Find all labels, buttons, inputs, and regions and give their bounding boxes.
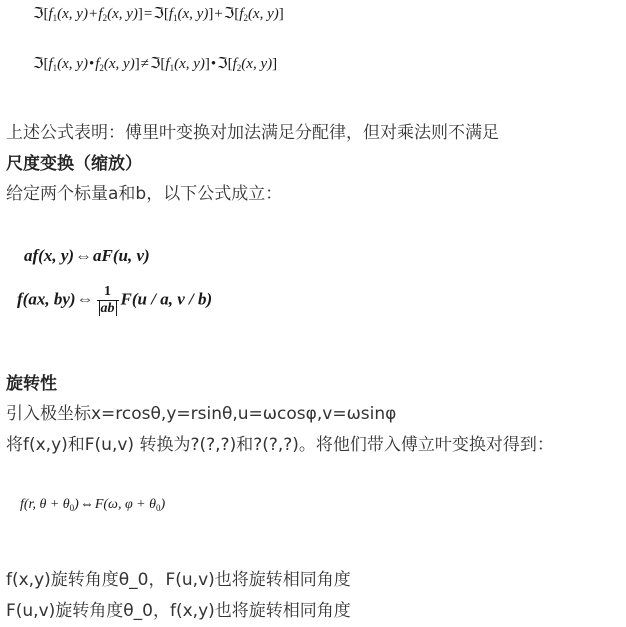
formula-multiplicativity: $ℑ[f_1(x$, $y)•f_2(x$, $y)]\ne ℑ[f_1(x$, $y)]•ℑ[f_2(x$, y)]	[33, 56, 278, 73]
polar-convert: 将f(x,y)和F(u,v) 转换为?(?,?)和?(?,?)。将他们带入傅立叶变换对得到：	[6, 435, 554, 455]
formula-rotation: f(r, $\theta + \theta_0)\Leftrightarrow F(\omega$, $\varphi + \theta_0$)	[20, 497, 166, 513]
formula-scaling-1: af(x, y)⇔aF(u, v)	[24, 246, 150, 265]
rotation-note-2: F(u,v)旋转角度θ_0，f(x,y)也将旋转相同角度	[6, 601, 351, 621]
scaling-intro: 给定两个标量a和b，以下公式成立：	[6, 184, 283, 204]
polar-intro: 引入极坐标x=rcosθ,y=rsinθ,u=ωcosφ,v=ωsinφ	[6, 404, 397, 424]
rotation-heading: 旋转性	[6, 374, 57, 394]
rotation-note-1: f(x,y)旋转角度θ_0，F(u,v)也将旋转相同角度	[6, 570, 351, 590]
formula-scaling-2: f(ax, by)⇔ $\frac{1}{ab}$ F(u / a, v / b)	[17, 284, 213, 316]
formula-additivity: $ℑ[f_1(x$, $y)+f_2(x$, $y)]=ℑ[f_1(x$, $y)]+ℑ[f_2(x$, y)]	[33, 6, 284, 23]
fourier-operator: ℑ[	[33, 6, 49, 22]
scaling-heading: 尺度变换（缩放）	[6, 154, 142, 174]
fraction: $\frac{1}{ab}$	[97, 284, 119, 317]
distributive-note: 上述公式表明：傅里叶变换对加法满足分配律，但对乘法则不满足	[6, 123, 499, 143]
